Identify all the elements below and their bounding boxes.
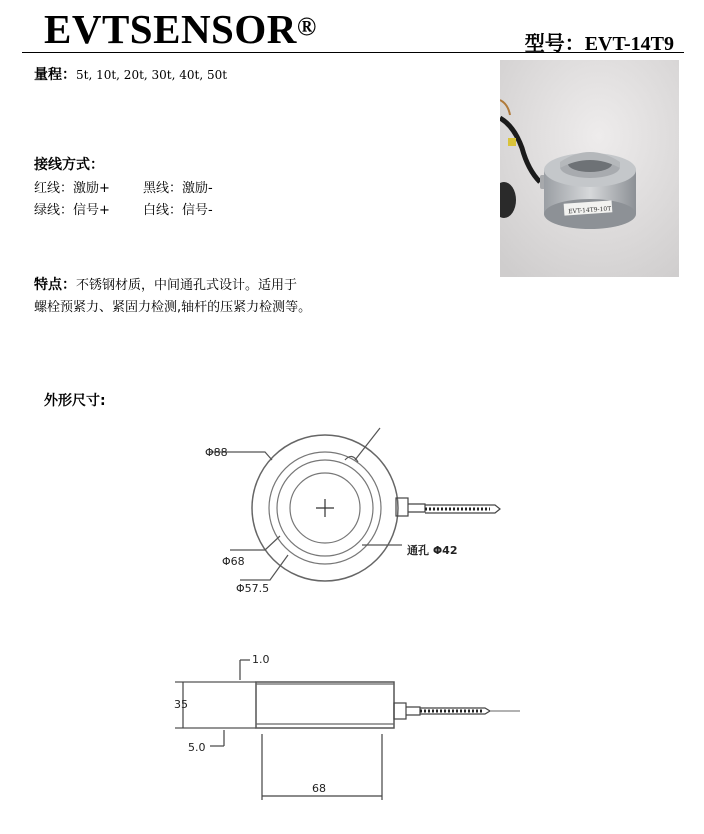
cable-boot-top (408, 504, 425, 512)
dim-height: 35 (174, 698, 188, 711)
cable-gland-side (394, 703, 406, 719)
wiring-row-2-left: 绿线：信号+ (34, 203, 110, 218)
body-outline (256, 682, 394, 728)
range-label: 量程： (34, 67, 76, 83)
dim-through-hole: 通孔 Φ42 (407, 544, 458, 557)
registered-mark: ® (296, 12, 317, 41)
dim-inner-diameter: Φ57.5 (236, 582, 270, 595)
dim-outer-diameter: Φ88 (205, 446, 228, 459)
top-view (210, 428, 500, 581)
wiring-title: 接线方式： (34, 157, 104, 173)
wiring-row-1-left: 红线：激励+ (34, 181, 110, 196)
dim-width: 68 (312, 782, 326, 795)
dim-top-offset: 1.0 (252, 653, 270, 666)
features-text-1: 不锈钢材质，中间通孔式设计。适用于 (76, 278, 298, 293)
wiring-row-2-right: 白线：信号- (143, 203, 213, 218)
dim-bottom-offset: 5.0 (188, 741, 206, 754)
leader-mid (230, 536, 280, 550)
brand-name: EVTSENSOR (44, 6, 297, 52)
side-view (175, 660, 520, 800)
features-label: 特点： (34, 277, 76, 293)
dim-mid-diameter: Φ68 (222, 555, 245, 568)
range-value: 5t, 10t, 20t, 30t, 40t, 50t (76, 68, 228, 82)
dimensions-title: 外形尺寸: (44, 393, 106, 409)
features-line-2: 螺栓预紧力、紧固力检测,轴杆的压紧力检测等。 (34, 300, 312, 315)
model-label: 型号： (524, 33, 585, 55)
cable-side (420, 708, 490, 714)
wiring-row-1-right: 黑线：激励- (143, 181, 213, 196)
model-value: EVT-14T9 (584, 33, 674, 55)
leader-inner (240, 555, 288, 580)
photo-tag: EVT-14T9-10T (567, 205, 612, 216)
cable-boot-side (406, 707, 420, 715)
